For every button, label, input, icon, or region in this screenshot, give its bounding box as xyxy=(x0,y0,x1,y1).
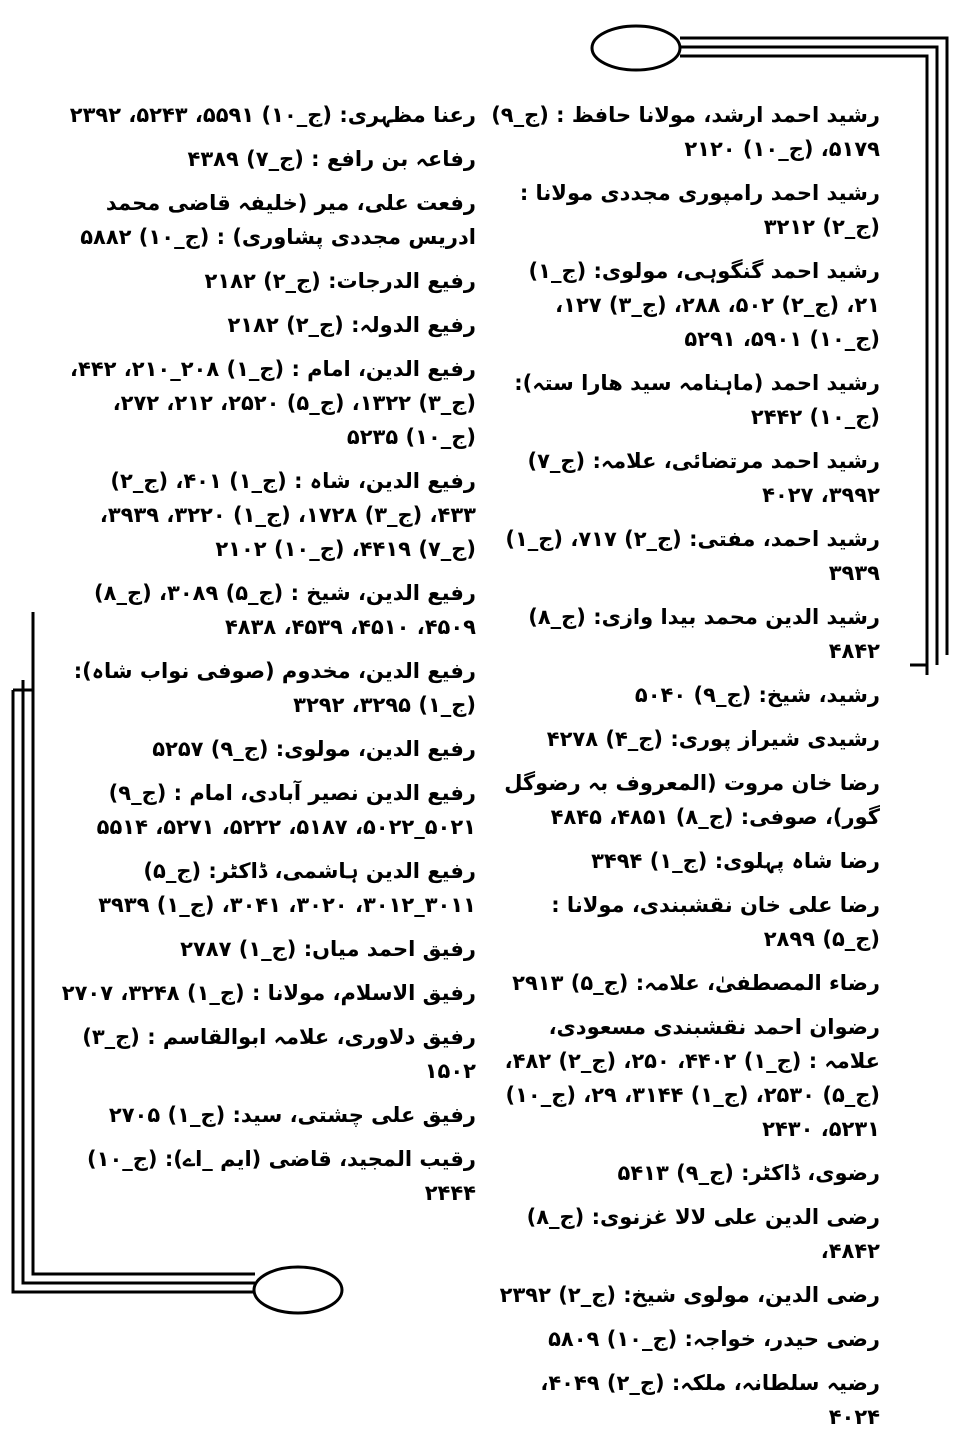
index-entry xyxy=(488,1278,880,1312)
index-entry xyxy=(488,722,880,756)
entry-references: (ج_۹) ۵۴۱۳ xyxy=(617,1161,734,1185)
index-entry xyxy=(58,186,476,254)
entry-name: رضا خان مروت (المعروف بہ رضوگل گور)، صوفی: xyxy=(504,771,880,829)
index-entry xyxy=(488,1366,880,1434)
entry-references: (ج_۱۰) ۵۸۰۹ xyxy=(548,1327,678,1351)
entry-references: (ج_۲) ۳۲۱۲ xyxy=(763,215,880,239)
entry-references: (ج_۱) ۲۱، (ج_۲) ۵۰۲، ۲۸۸، (ج_۳) ۱۲۷، (ج_۱۰) ۵۹۰۱، ۵۲۹۱ xyxy=(528,259,880,351)
index-entry xyxy=(58,1098,476,1132)
entry-name: رضاء المصطفیٰ، علامہ: xyxy=(635,971,880,995)
bottom-ornament-oval xyxy=(254,1267,342,1313)
entry-references: (ج_۸) ۴۸۴۲ xyxy=(528,605,880,663)
index-entry xyxy=(488,1156,880,1190)
entry-name: رفیع الدین، امام : xyxy=(291,357,476,381)
index-entry xyxy=(58,1142,476,1210)
entry-references: (ج_۲) ۲۳۹۲ xyxy=(499,1283,616,1307)
entry-name: رضی الدین، مولوی شیخ: xyxy=(623,1283,880,1307)
entry-name: رضوی، ڈاکٹر: xyxy=(741,1161,880,1185)
entry-name: رشید احمد ارشد، مولانا حافظ : xyxy=(556,103,880,127)
entry-name: رشید احمد مرتضائی، علامہ: xyxy=(592,449,880,473)
entry-name: رفیق احمد میاں: xyxy=(303,937,476,961)
entry-references: (ج_۲) ۴۰۴۹، ۴۰۲۴ xyxy=(540,1371,880,1429)
entry-name: رفیع الدین، شیخ : xyxy=(290,581,476,605)
entry-references: (ج_۲) ۲۱۸۲ xyxy=(227,313,344,337)
entry-name: رشید احمد (ماہنامہ سید ھارا ستہ): xyxy=(514,371,880,395)
entry-references: (ج_۱) ۴۰۱، (ج_۲) ۴۳۳، (ج_۳) ۱۷۲۸، (ج_۱) ۳۲۲۰، ۳۹۳۹، (ج_۷) ۴۴۱۹، (ج_۱۰) ۲۱۰۲ xyxy=(99,469,476,561)
top-ornament-oval xyxy=(592,26,680,70)
entry-references: (ج_۱۰) ۵۸۸۲ xyxy=(80,225,210,249)
entry-references: (ج_۸) ۴۸۴۲، xyxy=(526,1205,880,1263)
index-entry xyxy=(488,1322,880,1356)
entry-references: (ج_۱) ۲۷۰۵ xyxy=(108,1103,226,1127)
index-entry xyxy=(58,308,476,342)
entry-references: (ج_۱۰) ۵۵۹۱، ۵۲۴۳، ۲۳۹۲ xyxy=(69,103,332,127)
entry-name: رشیدی شیراز پوری: xyxy=(670,727,880,751)
entry-name: رقیب المجید، قاضی (ایم _اے): xyxy=(164,1147,476,1171)
index-entry xyxy=(488,1010,880,1146)
entry-references: (ج_۱) ۴۴۰۲، ۲۵۰، (ج_۲) ۴۸۲، (ج_۵) ۲۵۳۰، (ج_۱) ۳۱۴۴، ۲۹، (ج_۱۰) ۵۲۳۱، ۲۴۳۰ xyxy=(504,1049,880,1141)
index-entry xyxy=(58,576,476,644)
entry-name: رفیع الدین ہاشمی، ڈاکٹر: xyxy=(208,859,476,883)
entry-references: (ج_۳) ۱۵۰۲ xyxy=(82,1025,476,1083)
index-entry xyxy=(58,142,476,176)
entry-name: رفیق علی چشتی، سید: xyxy=(232,1103,476,1127)
entry-name: رفیع الدرجات: xyxy=(328,269,476,293)
entry-name: رشید احمد گنگوہی، مولوی: xyxy=(593,259,880,283)
entry-references: (ج_۸) ۴۸۵۱، ۴۸۴۵ xyxy=(550,805,734,829)
index-entry xyxy=(58,464,476,566)
entry-name: رفیع الدین نصیر آبادی، امام : xyxy=(173,781,476,805)
entry-name: رشید الدین محمد بیدا وازی: xyxy=(593,605,880,629)
entry-references: (ج_۴) ۴۲۷۸ xyxy=(546,727,664,751)
index-entry xyxy=(488,176,880,244)
entry-name: رفیق دلاوری، علامہ ابوالقاسم : xyxy=(147,1025,476,1049)
entry-references: (ج_۵) ۲۸۹۹ xyxy=(763,927,880,951)
entry-name: رضا علی خان نقشبندی، مولانا : xyxy=(551,893,880,917)
index-entry xyxy=(488,966,880,1000)
entry-name: رشید، شیخ: xyxy=(758,683,880,707)
index-entry xyxy=(488,600,880,668)
entry-name: رعنا مظہری: xyxy=(339,103,476,127)
entry-references: (ج_۵) ۳۰۱۱_۳۰۱۲، ۳۰۲۰، ۳۰۴۱، (ج_۱) ۳۹۳۹ xyxy=(98,859,476,917)
entry-name: رفیع الدین، شاہ : xyxy=(294,469,476,493)
entry-name: رضیہ سلطانہ، ملکہ: xyxy=(671,1371,880,1395)
entry-name: رضی حیدر، خواجہ: xyxy=(684,1327,880,1351)
index-entry xyxy=(488,766,880,834)
index-column-right xyxy=(488,98,880,1444)
entry-references: (ج_۱) ۳۲۴۸، ۲۷۰۷ xyxy=(61,981,245,1005)
entry-references: (ج_۷) ۳۹۹۲، ۴۰۲۷ xyxy=(527,449,880,507)
entry-references: (ج_۵) ۲۹۱۳ xyxy=(512,971,629,995)
index-column-left xyxy=(58,98,476,1220)
index-entry xyxy=(58,264,476,298)
entry-name: رفاعہ بن رافع : xyxy=(311,147,476,171)
index-entry xyxy=(488,98,880,166)
entry-references: (ج_۵) ۳۰۸۹، (ج_۸) ۴۵۰۹، ۴۵۱۰، ۴۵۳۹، ۴۸۳۸ xyxy=(94,581,476,639)
index-entry xyxy=(488,888,880,956)
index-entry xyxy=(58,1020,476,1088)
index-entry xyxy=(58,932,476,966)
index-entry xyxy=(488,254,880,356)
entry-name: رفیع الدین، مولوی: xyxy=(275,737,476,761)
index-entry xyxy=(488,1200,880,1268)
index-entry xyxy=(488,444,880,512)
entry-references: (ج_۷) ۴۳۸۹ xyxy=(187,147,304,171)
index-entry xyxy=(58,854,476,922)
entry-name: رفیع الدین، مخدوم (صوفی نواب شاہ): xyxy=(73,659,476,683)
entry-name: رشید احمد، مفتی: xyxy=(689,527,880,551)
entry-name: رفیع الدولہ: xyxy=(351,313,476,337)
entry-references: (ج_۹) ۵۱۷۹، (ج_۱۰) ۲۱۲۰ xyxy=(491,103,880,161)
index-entry xyxy=(488,844,880,878)
index-entry xyxy=(488,678,880,712)
entry-references: (ج_۱) ۳۴۹۴ xyxy=(591,849,708,873)
entry-references: (ج_۱) ۲۰۸_۲۱۰، ۴۴۲، (ج_۳) ۱۳۲۲، (ج_۵) ۲۵۲۰، ۲۱۲، ۲۷۲، (ج_۱۰) ۵۲۳۵ xyxy=(70,357,476,449)
index-entry xyxy=(488,522,880,590)
entry-references: (ج_۱) ۲۷۸۷ xyxy=(180,937,297,961)
entry-references: (ج_۹) ۵۲۵۷ xyxy=(152,737,269,761)
entry-references: (ج_۹) ۵۰۲۱_۵۰۲۲، ۵۱۸۷، ۵۲۲۲، ۵۲۷۱، ۵۵۱۴ xyxy=(96,781,476,839)
entry-references: (ج_۱۰) ۲۴۴۴ xyxy=(87,1147,476,1205)
entry-name: رضی الدین علی لالا غزنوی: xyxy=(591,1205,880,1229)
index-entry xyxy=(58,776,476,844)
index-entry xyxy=(58,976,476,1010)
index-entry xyxy=(58,352,476,454)
entry-references: (ج_۲) ۷۱۷، (ج_۱) ۳۹۳۹ xyxy=(505,527,880,585)
index-entry xyxy=(58,732,476,766)
index-entry xyxy=(488,366,880,434)
entry-name: رفعت علی، میر (خلیفہ قاضی محمد ادریس مجددی پشاوری) : xyxy=(105,191,476,249)
entry-references: (ج_۲) ۲۱۸۲ xyxy=(204,269,321,293)
index-entry xyxy=(58,654,476,722)
entry-references: (ج_۱۰) ۲۴۴۲ xyxy=(750,405,880,429)
index-entry xyxy=(58,98,476,132)
entry-name: رشید احمد رامپوری مجددی مولانا : xyxy=(519,181,880,205)
entry-references: (ج_۹) ۵۰۴۰ xyxy=(634,683,752,707)
entry-name: رضوان احمد نقشبندی مسعودی، علامہ : xyxy=(548,1015,880,1073)
entry-name: رضا شاہ پہلوی: xyxy=(714,849,880,873)
entry-references: (ج_۱) ۳۲۹۵، ۳۲۹۲ xyxy=(293,693,476,717)
entry-name: رفیق الاسلام، مولانا : xyxy=(251,981,476,1005)
